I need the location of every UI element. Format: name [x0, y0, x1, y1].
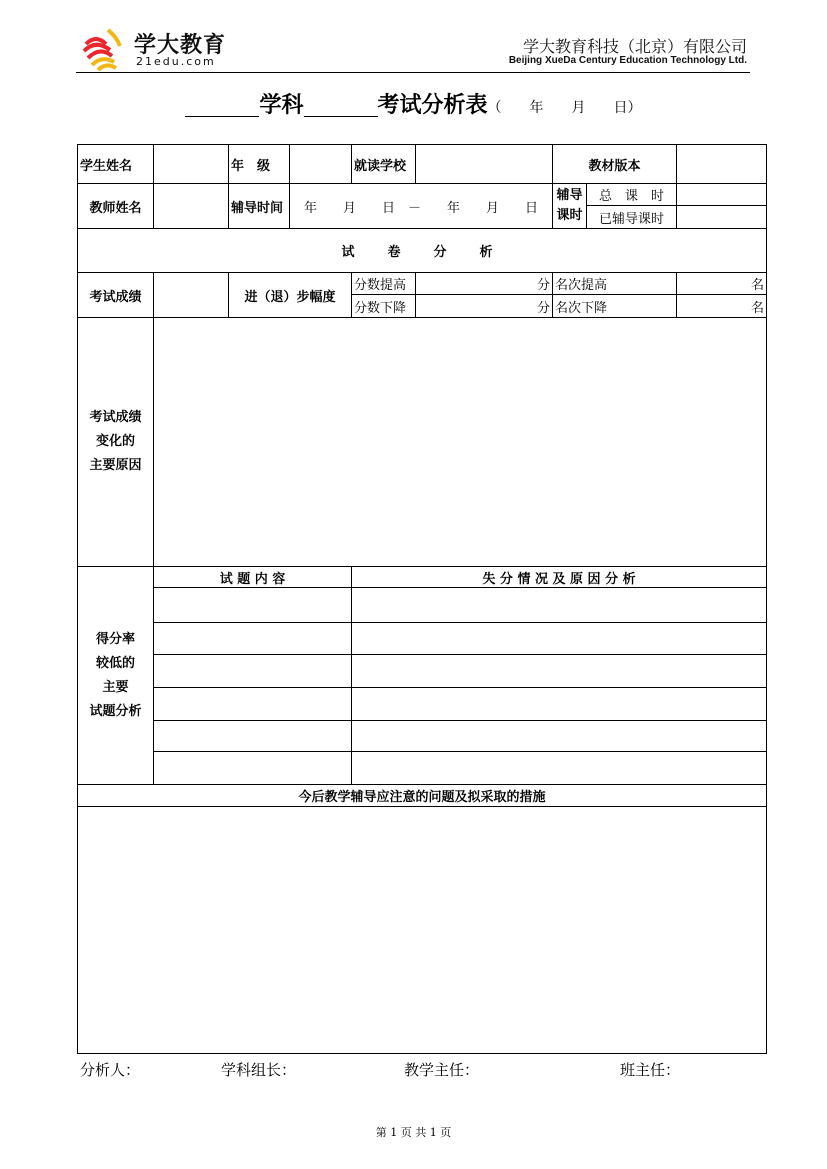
rank-up-field[interactable]: 名: [677, 273, 767, 295]
label-exam-score: 考试成绩: [78, 273, 154, 318]
header-question-content: 试 题 内 容: [154, 567, 352, 588]
label-rank-up: 名次提高: [553, 273, 677, 295]
label-change-reason: 考试成绩 变化的 主要原因: [78, 318, 154, 567]
label-tutor-hours: 辅导 课时: [553, 184, 587, 229]
label-student-name: 学生姓名: [78, 145, 154, 184]
label-tutor-time: 辅导时间: [229, 184, 290, 229]
score-up-field[interactable]: 分: [416, 273, 553, 295]
sig-analyst[interactable]: 分析人：: [80, 1061, 141, 1079]
loss-analysis-field[interactable]: [352, 588, 767, 623]
label-grade: 年 级: [229, 145, 290, 184]
label-total-hours: 总 课 时: [587, 184, 677, 206]
student-name-field[interactable]: [154, 145, 229, 184]
measures-field[interactable]: [78, 807, 767, 1054]
exam-analysis-table: [77, 144, 767, 1054]
label-done-hours: 已辅导课时: [587, 206, 677, 229]
section-paper-analysis: 试 卷 分 析: [78, 229, 767, 273]
company-name-cn: 学大教育科技（北京）有限公司: [522, 37, 747, 56]
logo-url: 21edu.com: [136, 55, 216, 68]
exam-blank[interactable]: [304, 92, 378, 117]
question-content-field[interactable]: [154, 752, 352, 785]
total-hours-field[interactable]: [677, 184, 767, 206]
header-loss-analysis: 失 分 情 况 及 原 因 分 析: [352, 567, 767, 588]
header-measures: 今后教学辅导应注意的问题及拟采取的措施: [78, 785, 767, 807]
header-divider: [76, 72, 750, 73]
question-content-field[interactable]: [154, 688, 352, 721]
score-down-field[interactable]: 分: [416, 295, 553, 318]
change-reason-field[interactable]: [154, 318, 767, 567]
page-title: [0, 88, 827, 119]
loss-analysis-field[interactable]: [352, 655, 767, 688]
loss-analysis-field[interactable]: [352, 688, 767, 721]
label-school: 就读学校: [352, 145, 416, 184]
grade-field[interactable]: [290, 145, 352, 184]
logo-mark-icon: [80, 24, 128, 72]
question-content-field[interactable]: [154, 655, 352, 688]
question-content-field[interactable]: [154, 623, 352, 655]
subject-blank[interactable]: [185, 92, 259, 117]
label-rank-down: 名次下降: [553, 295, 677, 318]
logo-text: 学大教育: [134, 33, 227, 58]
company-name-en: Beijing XueDa Century Education Technology Ltd.: [508, 55, 747, 66]
label-score-down: 分数下降: [352, 295, 416, 318]
title-exam: 考试分析表: [377, 93, 488, 118]
loss-analysis-field[interactable]: [352, 752, 767, 785]
label-progress: 进（退）步幅度: [229, 273, 352, 318]
tutor-date-range[interactable]: 年 月 日 － 年 月 日: [290, 184, 553, 229]
label-teacher-name: 教师姓名: [78, 184, 154, 229]
sig-class-teacher[interactable]: 班主任：: [620, 1061, 681, 1079]
label-score-up: 分数提高: [352, 273, 416, 295]
rank-down-field[interactable]: 名: [677, 295, 767, 318]
company-logo: [80, 24, 240, 74]
school-field[interactable]: [416, 145, 553, 184]
textbook-field[interactable]: [677, 145, 767, 184]
done-hours-field[interactable]: [677, 206, 767, 229]
sig-director[interactable]: 教学主任：: [404, 1061, 480, 1079]
loss-analysis-field[interactable]: [352, 623, 767, 655]
title-subject: 学科: [259, 93, 304, 118]
question-content-field[interactable]: [154, 588, 352, 623]
exam-score-field[interactable]: [154, 273, 229, 318]
label-textbook: 教材版本: [553, 145, 677, 184]
teacher-name-field[interactable]: [154, 184, 229, 229]
page-number: 第 1 页 共 1 页: [375, 1126, 452, 1139]
title-date: （ 年 月 日）: [487, 100, 642, 116]
question-content-field[interactable]: [154, 721, 352, 752]
label-low-score-analysis: 得分率 较低的 主要 试题分析: [78, 567, 154, 785]
sig-group-leader[interactable]: 学科组长：: [221, 1061, 297, 1079]
loss-analysis-field[interactable]: [352, 721, 767, 752]
